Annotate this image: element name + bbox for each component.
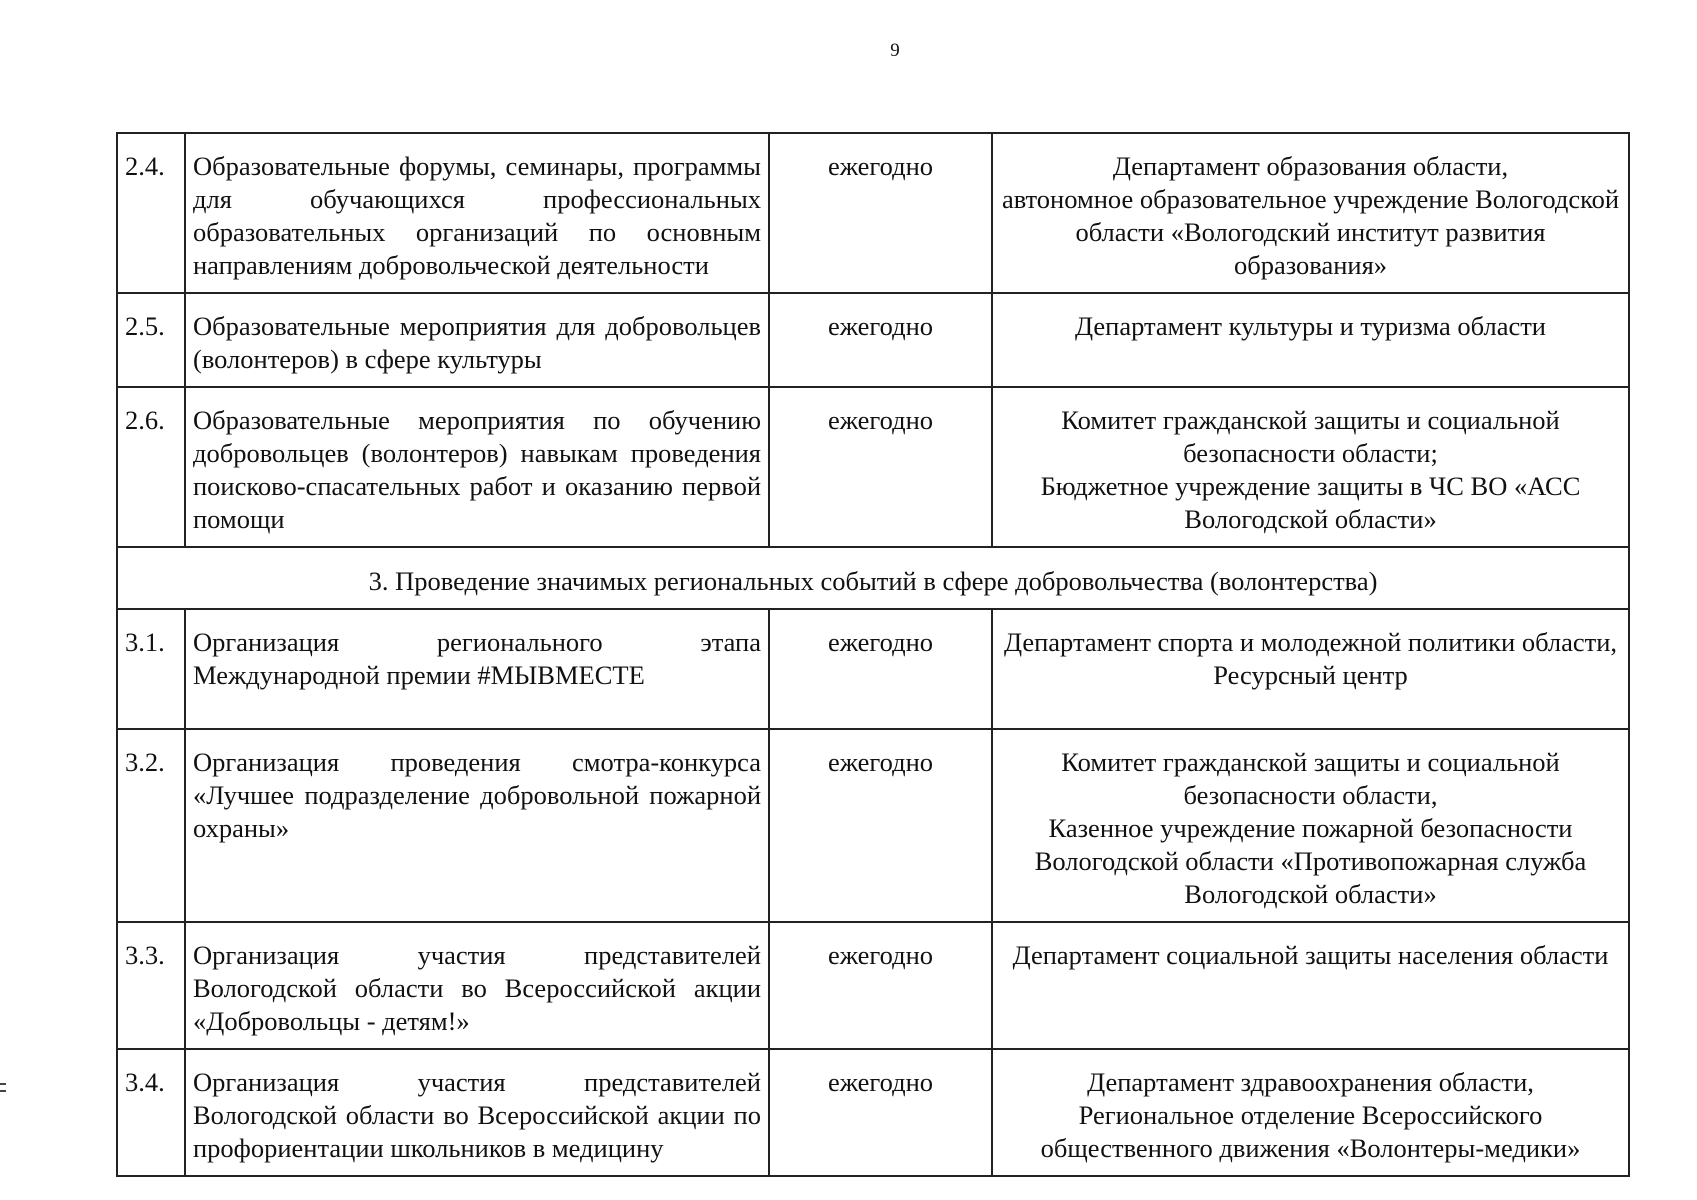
item-number: 2.4.: [117, 133, 185, 293]
activity-term: ежегодно: [769, 133, 992, 293]
table-row: [117, 133, 1629, 293]
activity-name: Организация проведения смотра-конкурса «Лучшее подразделение добровольной пожарной охраны»: [185, 729, 769, 922]
responsible-line: Казенное учреждение пожарной безопасности Вологодской области «Противопожарная служба Вологодской области»: [1034, 813, 1587, 909]
activity-term: ежегодно: [769, 729, 992, 922]
activity-term: ежегодно: [769, 1049, 992, 1176]
responsible-executors: [992, 609, 1629, 729]
table-row: [117, 609, 1629, 729]
activity-term: ежегодно: [769, 922, 992, 1049]
responsible-line: Комитет гражданской защиты и социальной безопасности области;: [1061, 405, 1560, 468]
responsible-executors: [992, 387, 1629, 547]
table-row: [117, 387, 1629, 547]
activity-name: Образовательные мероприятия для добровольцев (волонтеров) в сфере культуры: [185, 293, 769, 387]
activity-name: Образовательные мероприятия по обучению добровольцев (волонтеров) навыкам проведения поисково-спасательных работ и оказанию первой помощи: [185, 387, 769, 547]
responsible-line: Департамент культуры и туризма области: [1074, 311, 1546, 341]
responsible-executors: [992, 1049, 1629, 1176]
page-number: 9: [890, 40, 900, 61]
activity-term: ежегодно: [769, 609, 992, 729]
responsible-line: автономное образовательное учреждение Вологодской области «Вологодский институт развития образования»: [1001, 184, 1620, 280]
scan-margin-mark: [0, 1090, 6, 1092]
responsible-executors: [992, 133, 1629, 293]
activity-name: Образовательные форумы, семинары, программы для обучающихся профессиональных образовательных организаций по основным направлениям добровольческой деятельности: [185, 133, 769, 293]
responsible-line: Департамент социальной защиты населения области: [1012, 940, 1609, 970]
item-number: 3.4.: [117, 1049, 185, 1176]
activity-term: ежегодно: [769, 293, 992, 387]
item-number: 3.3.: [117, 922, 185, 1049]
responsible-line: Департамент спорта и молодежной политики области,: [1003, 627, 1618, 657]
activity-name: Организация участия представителей Вологодской области во Всероссийской акции «Добровольцы - детям!»: [185, 922, 769, 1049]
responsible-executors: [992, 293, 1629, 387]
responsible-line: Региональное отделение Всероссийского общественного движения «Волонтеры-медики»: [1040, 1100, 1581, 1163]
responsible-line: Департамент здравоохранения области,: [1087, 1067, 1534, 1097]
item-number: 2.5.: [117, 293, 185, 387]
responsible-executors: [992, 729, 1629, 922]
activity-name: Организация регионального этапа Международной премии #МЫВМЕСТЕ: [185, 609, 769, 729]
scan-margin-mark: [0, 1083, 6, 1085]
section-title: 3. Проведение значимых региональных событий в сфере добровольчества (волонтерства): [117, 547, 1629, 609]
table-row: [117, 1049, 1629, 1176]
table-row: [117, 293, 1629, 387]
responsible-line: Бюджетное учреждение защиты в ЧС ВО «АСС Вологодской области»: [1040, 471, 1581, 534]
responsible-line: Департамент образования области,: [1112, 151, 1509, 181]
table-row: [117, 922, 1629, 1049]
item-number: 2.6.: [117, 387, 185, 547]
responsible-line: Комитет гражданской защиты и социальной безопасности области,: [1061, 747, 1560, 810]
responsible-line: Ресурсный центр: [1213, 660, 1408, 690]
table-row: [117, 729, 1629, 922]
item-number: 3.1.: [117, 609, 185, 729]
activities-table: [116, 132, 1630, 1177]
item-number: 3.2.: [117, 729, 185, 922]
activity-term: ежегодно: [769, 387, 992, 547]
responsible-executors: [992, 922, 1629, 1049]
section-header-row: [117, 547, 1629, 609]
activity-name: Организация участия представителей Вологодской области во Всероссийской акции по профориентации школьников в медицину: [185, 1049, 769, 1176]
